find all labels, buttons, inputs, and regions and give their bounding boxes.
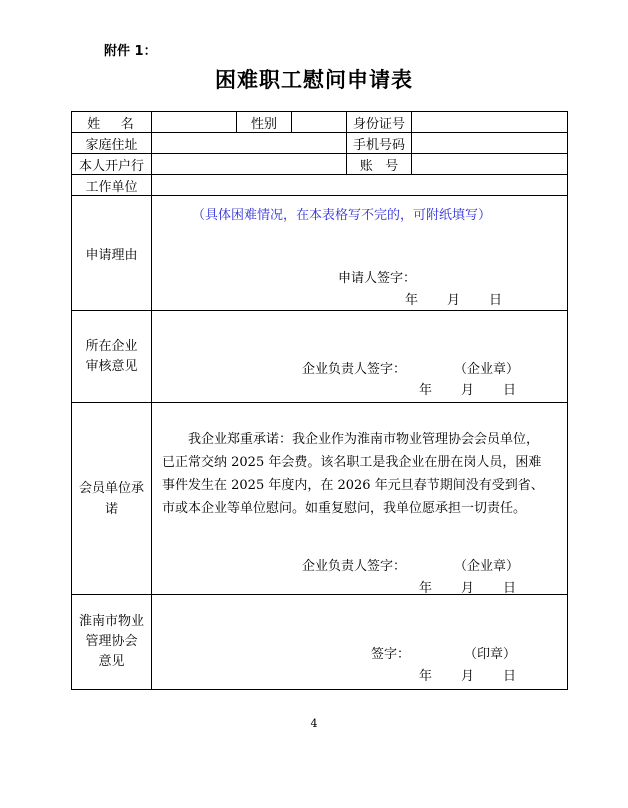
association-opinion-label-line1: 淮南市物业 [78, 614, 144, 629]
account-label: 账 号 [347, 154, 412, 175]
name-label: 姓 名 [72, 112, 152, 133]
row-member-commitment [72, 403, 568, 595]
member-commitment-label-line1: 会员单位承 [78, 480, 144, 496]
phone-label: 手机号码 [347, 133, 412, 154]
company-review-field[interactable] [152, 311, 568, 403]
commitment-signature-label: 企业负责人签字： [302, 559, 407, 574]
page-title: 困难职工慰问申请表 [215, 68, 413, 92]
account-field[interactable] [412, 154, 568, 175]
apply-month-label: 月 [447, 293, 461, 308]
review-month-label: 月 [461, 383, 475, 398]
attachment-label: 附件 1： [104, 44, 157, 59]
company-review-label [72, 311, 152, 403]
association-day-label: 日 [503, 669, 517, 684]
application-hint: （具体困难情况，在本表格写不完的，可附纸填写） [192, 208, 492, 223]
applicant-signature-label: 申请人签字： [338, 271, 417, 286]
gender-field[interactable] [292, 112, 347, 133]
address-label: 家庭住址 [72, 133, 152, 154]
row-employer [72, 175, 568, 196]
member-commitment-label-line2: 诺 [104, 501, 118, 517]
member-commitment-field [152, 403, 568, 595]
association-seal-label: （印章） [464, 647, 517, 662]
employer-field[interactable] [152, 175, 568, 196]
member-commitment-label [72, 403, 152, 595]
apply-day-label: 日 [489, 293, 503, 308]
review-day-label: 日 [503, 383, 517, 398]
association-month-label: 月 [461, 669, 475, 684]
application-reason-label: 申请理由 [72, 196, 152, 311]
application-form-table [71, 111, 568, 690]
review-year-label: 年 [419, 383, 433, 398]
row-company-review [72, 311, 568, 403]
gender-label: 性别 [237, 112, 292, 133]
row-address [72, 133, 568, 154]
name-field[interactable] [152, 112, 237, 133]
association-opinion-label [72, 595, 152, 690]
row-association-opinion [72, 595, 568, 690]
commitment-year-label: 年 [419, 581, 433, 596]
commitment-month-label: 月 [461, 581, 475, 596]
company-review-label-line1: 所在企业 [85, 338, 138, 354]
association-signature-label: 签字： [371, 647, 411, 662]
commitment-text: 我企业郑重承诺：我企业作为淮南市物业管理协会会员单位，已正常交纳 2025 年会费。该名职工是我企业在册在岗人员，困难事件发生在 2025 年度内，在 2026 年元旦春节期间没有受到省、市或本企业等单位慰问。如重复慰问，我单位愿承担一切责任。 [162, 432, 544, 516]
company-review-seal-label: （企业章） [454, 362, 520, 377]
company-review-label-line2: 审核意见 [85, 358, 138, 374]
employer-label: 工作单位 [72, 175, 152, 196]
association-year-label: 年 [419, 669, 433, 684]
row-bank [72, 154, 568, 175]
bank-field[interactable] [152, 154, 347, 175]
id-number-label: 身份证号 [347, 112, 412, 133]
page-number: 4 [310, 717, 318, 730]
row-application-reason [72, 196, 568, 311]
bank-label: 本人开户行 [72, 154, 152, 175]
company-review-signature-label: 企业负责人签字： [302, 362, 407, 377]
commitment-day-label: 日 [503, 581, 517, 596]
application-reason-field[interactable] [152, 196, 568, 311]
commitment-seal-label: （企业章） [454, 559, 520, 574]
association-opinion-label-line2: 管理协会 [85, 634, 138, 649]
association-opinion-field[interactable] [152, 595, 568, 690]
row-name [72, 112, 568, 133]
association-opinion-label-line3: 意见 [98, 654, 125, 669]
apply-year-label: 年 [405, 293, 419, 308]
id-number-field[interactable] [412, 112, 568, 133]
address-field[interactable] [152, 133, 347, 154]
phone-field[interactable] [412, 133, 568, 154]
